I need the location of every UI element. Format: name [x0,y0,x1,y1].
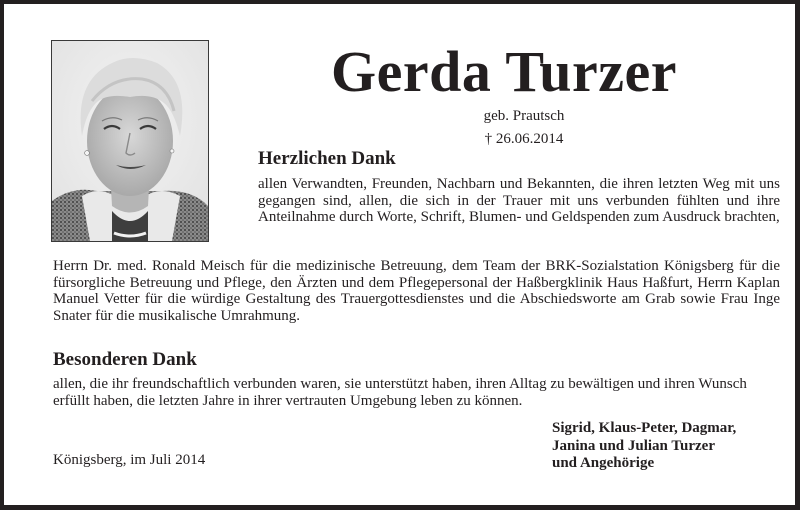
signer-line: Janina und Julian Turzer [552,437,715,454]
portrait-image [52,41,208,241]
portrait-photo [51,40,209,242]
obituary-notice [4,4,795,505]
place-and-date: Königsberg, im Juli 2014 [53,452,206,468]
paragraph-thanks: allen Verwandten, Freunden, Nachbarn und Bekannten, die ihren letzten Weg mit uns gegangen sind, allen, die sich in der Trauer mit uns verbunden fühlten und ihre Anteilnahme durch Worte, Schrift, Blumen- und Geldspenden zum Ausdruck brachten, [258,176,780,225]
deceased-name: Gerda Turzer [331,39,677,104]
heading-thanks: Herzlichen Dank [258,148,396,169]
signers [552,420,736,473]
maiden-name: geb. Prautsch [483,108,565,124]
paragraph-persons: Herrn Dr. med. Ronald Meisch für die medizinische Betreuung, dem Team der BRK-Sozialstation Königsberg für die fürsorgliche Betreuung und Pflege, den Ärzten und dem Pflegepersonal der Haßbergklinik Haus Haßfurt, Herrn Kaplan Manuel Vetter für die würdige Gestaltung des Trauergottesdienstes und die Abschiedsworte am Grab sowie Frau Inge Snater für die musikalische Umrahmung. [53,258,780,324]
death-date: † 26.06.2014 [484,131,564,147]
signer-line: Sigrid, Klaus-Peter, Dagmar, [552,420,737,436]
signer-line: und Angehörige [552,455,655,471]
paragraph-special-thanks: allen, die ihr freundschaftlich verbunden waren, sie unterstützt haben, ihren Alltag zu bewältigen und ihren Wunsch erfüllt haben, die letzten Jahre in ihrer vertrauten Umgebung leben zu können. [53,376,747,409]
heading-special-thanks: Besonderen Dank [53,349,197,370]
